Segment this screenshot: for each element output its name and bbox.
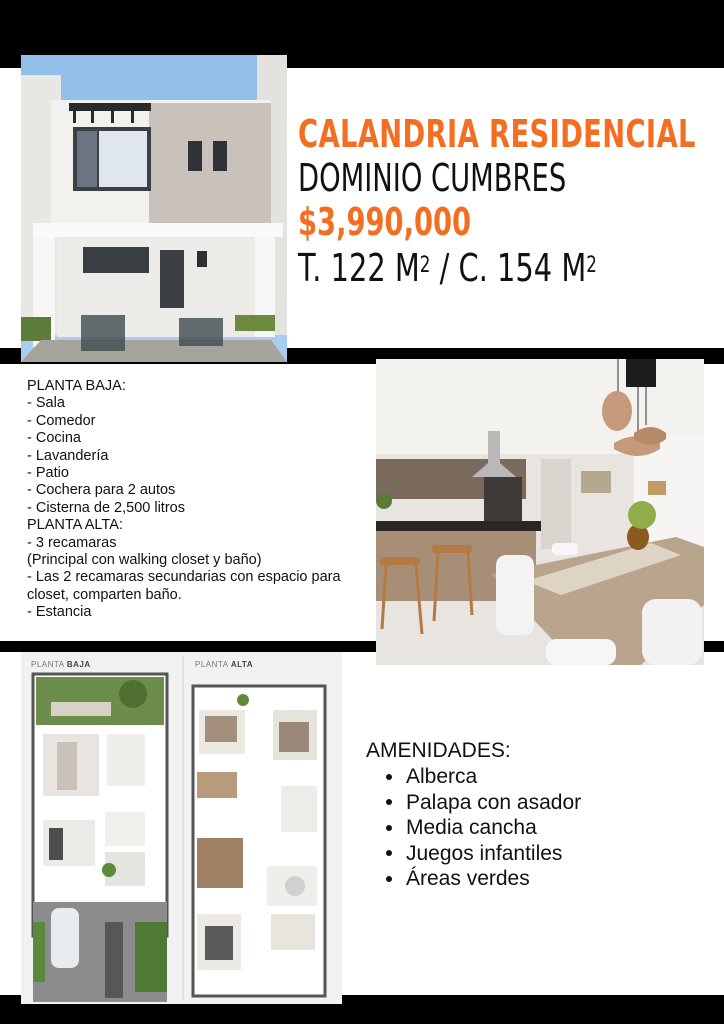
plan-label-prefix: PLANTA	[31, 660, 65, 669]
feature-line: - Estancia	[27, 604, 92, 621]
feature-line: PLANTA ALTA:	[27, 517, 123, 534]
feature-line: - Cisterna de 2,500 litros	[27, 499, 185, 516]
bullet-icon	[386, 774, 392, 780]
amenity-label: Media cancha	[406, 816, 537, 839]
amenities-section	[366, 738, 696, 892]
amenity-label: Palapa con asador	[406, 790, 582, 814]
feature-line: - Cochera para 2 autos	[27, 482, 176, 499]
floor-plans	[21, 652, 342, 1004]
amenity-label: Áreas verdes	[406, 867, 530, 890]
interior-kitchen-dining-photo	[376, 359, 704, 665]
feature-line: - 3 recamaras	[27, 534, 117, 551]
feature-line: - Sala	[27, 395, 65, 412]
bullet-icon	[386, 876, 392, 882]
exterior-house-photo	[21, 55, 287, 362]
amenity-item	[386, 815, 696, 841]
feature-line: (Principal con walking closet y baño)	[27, 552, 262, 569]
amenity-item	[386, 866, 696, 892]
bullet-icon	[386, 850, 392, 856]
bullet-icon	[386, 799, 392, 805]
plan-label-ground: BAJA	[66, 660, 91, 669]
feature-line: - Las 2 recamaras secundarias con espacio para closet, comparten baño.	[27, 569, 341, 603]
feature-line: - Patio	[27, 465, 69, 482]
listing-header	[298, 112, 718, 292]
features-list	[27, 378, 372, 622]
feature-line: - Comedor	[27, 412, 96, 429]
amenity-item	[386, 764, 696, 790]
built-area-unit-sup: 2	[586, 253, 597, 278]
amenities-list	[386, 764, 696, 892]
amenity-item	[386, 790, 696, 816]
feature-line: - Cocina	[27, 430, 81, 447]
built-area: / C. 154 M	[430, 246, 587, 290]
amenities-title: AMENIDADES:	[366, 739, 511, 762]
listing-area	[298, 244, 597, 292]
plan-label-upper: ALTA	[230, 660, 253, 669]
amenity-label: Alberca	[406, 765, 478, 788]
listing-price: $3,990,000	[298, 200, 472, 244]
listing-subtitle: DOMINIO CUMBRES	[298, 156, 567, 200]
amenity-item	[386, 841, 696, 867]
land-area-unit-sup: 2	[419, 253, 431, 278]
feature-line: PLANTA BAJA:	[27, 378, 126, 394]
bullet-icon	[386, 825, 392, 831]
feature-line: - Lavandería	[27, 447, 109, 464]
listing-title: CALANDRIA RESIDENCIAL	[298, 112, 696, 156]
amenity-label: Juegos infantiles	[406, 841, 563, 865]
land-area: T. 122 M	[298, 246, 420, 290]
plan-label-prefix: PLANTA	[195, 660, 229, 669]
